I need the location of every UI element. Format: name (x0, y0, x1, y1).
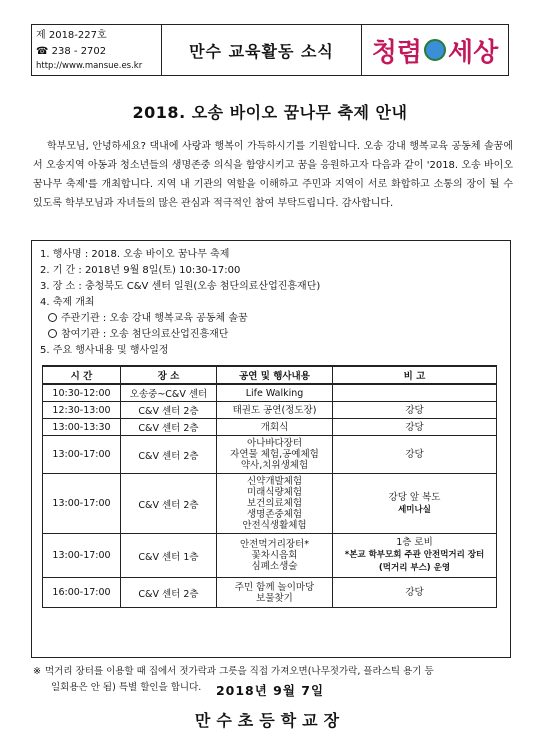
info-participant: 참여기관 : 오송 첨단의료산업진흥재단 (40, 327, 502, 343)
schedule-note (333, 384, 497, 402)
schedule-place: 오송중~C&V 센터 (121, 384, 217, 402)
schedule-time: 10:30-12:00 (43, 384, 121, 402)
schedule-note-line: *본교 학부모회 주관 안전먹거리 장터 (344, 550, 485, 560)
schedule-content-line: 미래식량체험 (246, 487, 303, 498)
schedule-place: C&V 센터 2층 (121, 402, 217, 419)
schedule-content-line: 꽃차시음회 (251, 550, 298, 561)
col-header-place: 장 소 (121, 366, 217, 384)
schedule-content-line: 생명존중체험 (246, 509, 303, 520)
schedule-row (43, 419, 497, 436)
schedule-header-row (43, 366, 497, 384)
schedule-content (217, 436, 333, 474)
schedule-row (43, 436, 497, 474)
schedule-note (333, 474, 497, 534)
footnote-line-1: 먹거리 장터를 이용할 때 집에서 젓가락과 그릇을 직접 가져오면(나무젓가락, 플라스틱 용기 등 (44, 666, 434, 677)
footnote-line-2: 일회용은 안 됨) 특별 할인을 합니다. (51, 682, 202, 693)
schedule-content (217, 534, 333, 578)
schedule-note-line: 강당 (405, 449, 424, 460)
schedule-note (333, 436, 497, 474)
schedule-time: 13:00-13:30 (43, 419, 121, 436)
integrity-logo: 청렴 세상 (371, 37, 499, 68)
schedule-content-line: 개회식 (260, 421, 289, 433)
circle-bullet-icon (48, 313, 57, 322)
schedule-content-line: 자연물 체험,공예체험 (230, 449, 319, 460)
circle-bullet-icon (48, 329, 57, 338)
schedule-content-line: 안전식생활체험 (242, 520, 307, 531)
schedule-content-line: 보건의료체험 (246, 498, 303, 509)
schedule-place: C&V 센터 1층 (121, 534, 217, 578)
note-symbol: ※ (33, 666, 41, 677)
schedule-content-line: Life Walking (245, 387, 304, 399)
schedule-content (217, 578, 333, 608)
schedule-note-line: 세미나실 (398, 504, 431, 515)
schedule-content-line: 태권도 공연(정도장) (232, 404, 317, 416)
school-url: http://www.mansue.es.kr (36, 61, 143, 71)
schedule-content-line: 안전먹거리장터* (240, 539, 309, 550)
schedule-content (217, 474, 333, 534)
schedule-row (43, 384, 497, 402)
col-header-content: 공연 및 행사내용 (217, 366, 333, 384)
schedule-note-line: (먹거리 부스) 운영 (378, 563, 451, 573)
schedule-place: C&V 센터 2층 (121, 474, 217, 534)
logo-area (362, 25, 508, 75)
schedule-body (43, 384, 497, 608)
info-location: 3. 장 소 : 충청북도 C&V 센터 일원(오송 첨단의료산업진흥재단) (40, 281, 321, 292)
schedule-content-line: 심폐소생술 (251, 561, 298, 572)
schedule-content-line: 아나바다장터 (246, 438, 303, 449)
intro-paragraph: 학부모님, 안녕하세요? 댁내에 사랑과 행복이 가득하시기를 기원합니다. 오송 강내 행복교육 공동체 솔꿈에서 오송지역 아동과 청소년들의 생명존중 의식을 함양시키고 꿈을 응원하고자 다음과 같이 '2018. 오송 바이오 꿈나무 축제'를 개최합니다. 지역 내 기관의 역할을 이해하고 주민과 지역이 서로 화합하고 소통의 장이 될 수 있도록 학부모님과 자녀들의 많은 관심과 적극적인 참여 부탁드립니다. 감사합니다. (33, 141, 513, 209)
schedule-note (333, 534, 497, 578)
schedule-content (217, 402, 333, 419)
globe-icon (424, 39, 446, 61)
schedule-time: 13:00-17:00 (43, 436, 121, 474)
newsletter-header (31, 24, 509, 76)
schedule-content-line: 약사,치위생체험 (240, 460, 309, 471)
schedule-note-line: 강당 (405, 404, 424, 416)
info-event-name: 1. 행사명 : 2018. 오송 바이오 꿈나무 축제 (40, 249, 230, 260)
info-schedule-heading: 5. 주요 행사내용 및 행사일정 (40, 345, 169, 356)
info-host: 주관기관 : 오송 강내 행복교육 공동체 솔꿈 (40, 311, 502, 327)
newsletter-title: 만수 교육활동 소식 (162, 25, 362, 75)
schedule-note (333, 419, 497, 436)
schedule-row (43, 402, 497, 419)
schedule-content-line: 보물찾기 (256, 592, 293, 604)
issue-number: 제 2018-227호 (36, 30, 107, 41)
schedule-place: C&V 센터 2층 (121, 419, 217, 436)
schedule-note (333, 578, 497, 608)
schedule-row (43, 534, 497, 578)
schedule-note-line: 강당 (405, 587, 424, 598)
schedule-content (217, 419, 333, 436)
schedule-note-line: 강당 (405, 421, 424, 433)
schedule-time: 13:00-17:00 (43, 534, 121, 578)
schedule-place: C&V 센터 2층 (121, 578, 217, 608)
schedule-row (43, 474, 497, 534)
col-header-time: 시 간 (43, 366, 121, 384)
header-contact-block (32, 25, 162, 75)
principal-signature: 만수초등학교장 (194, 711, 346, 730)
schedule-note-line: 강당 앞 복도 (388, 491, 441, 503)
schedule-row (43, 578, 497, 608)
schedule-time: 13:00-17:00 (43, 474, 121, 534)
col-header-note: 비 고 (333, 366, 497, 384)
schedule-note (333, 402, 497, 419)
schedule-content (217, 384, 333, 402)
schedule-place: C&V 센터 2층 (121, 436, 217, 474)
schedule-content-line: 주민 함께 놀이마당 (234, 581, 315, 593)
page-title: 2018. 오송 바이오 꿈나무 축제 안내 (132, 103, 408, 122)
schedule-time: 16:00-17:00 (43, 578, 121, 608)
info-period: 2. 기 간 : 2018년 9월 8일(토) 10:30-17:00 (40, 265, 241, 276)
schedule-table (42, 365, 497, 608)
schedule-time: 12:30-13:00 (43, 402, 121, 419)
info-organizers-heading: 4. 축제 개최 (40, 297, 95, 308)
phone-number: ☎ 238 - 2702 (36, 46, 107, 57)
schedule-content-line: 신약개발체험 (246, 476, 303, 487)
schedule-note-line: 1층 로비 (396, 537, 433, 548)
issue-date: 2018년 9월 7일 (215, 683, 325, 698)
